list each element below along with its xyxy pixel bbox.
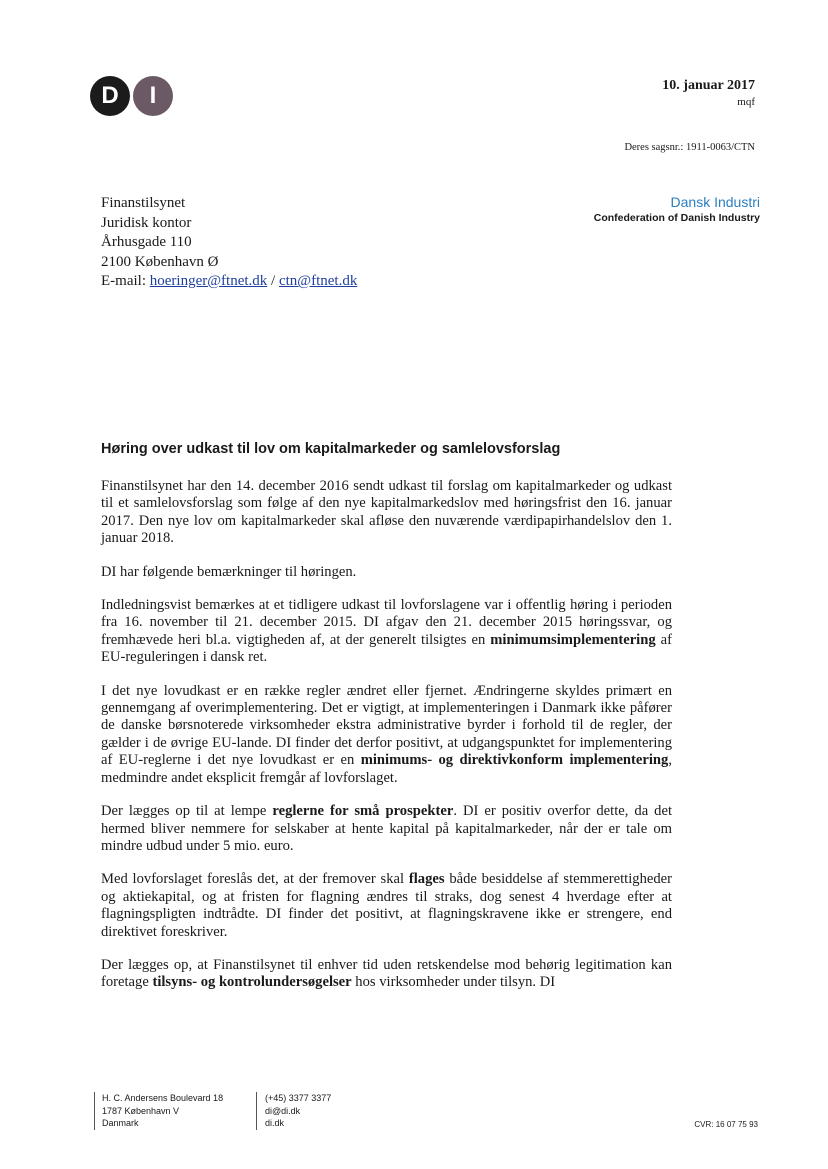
email-link-hoeringer[interactable]: hoeringer@ftnet.dk bbox=[149, 273, 268, 289]
paragraph-text: , medmindre andet eksplicit fremgår af lovforslaget. bbox=[101, 752, 672, 786]
organization-name: Dansk Industri bbox=[670, 194, 760, 210]
recipient-address bbox=[101, 194, 357, 292]
footer-website[interactable]: di.dk bbox=[265, 1118, 285, 1128]
emphasis-text: flages bbox=[408, 871, 445, 888]
paragraph-text: Der lægges op, at Finanstilsynet til enhver tid uden retskendelse mod behørig legitimation kan foretage bbox=[101, 956, 672, 991]
footer-email[interactable]: di@di.dk bbox=[265, 1105, 301, 1116]
recipient-line: Århusgade 110 bbox=[101, 234, 192, 250]
paragraph-1: Finanstilsynet har den 14. december 2016 sendt udkast til forslag om kapitalmarkeder og udkast til et samlelovsforslag som følge af den nye kapitalmarkedslov med høringsfrist den 16. januar 2017. Den nye lov om kapitalmarkeder skal afløse den nuværende værdipapirhandelslov den 1. januar 2018. bbox=[101, 478, 672, 547]
footer-address-line: 1787 København V bbox=[102, 1105, 180, 1116]
footer-phone: (+45) 3377 3377 bbox=[265, 1093, 332, 1103]
emphasis-text: minimumsimplementering bbox=[490, 631, 656, 648]
paragraph-text: Indledningsvist bemærkes at et tidligere udkast til lovforslagene var i offentlig høring i perioden fra 16. november til 21. december 2015. DI afgav den 21. december 2015 høringssvar, og fremhævede heri bl.a. vigtigheden af, at der generelt tilsigtes en bbox=[101, 597, 672, 648]
email-label: E-mail: bbox=[101, 273, 150, 289]
emphasis-text: tilsyns- og kontrolundersøgelser bbox=[152, 974, 352, 991]
recipient-email-line bbox=[101, 272, 357, 292]
di-logo bbox=[90, 76, 176, 116]
footer-cvr: CVR: 16 07 75 93 bbox=[694, 1120, 758, 1129]
author-initials: mqf bbox=[737, 96, 755, 108]
organization-subtitle: Confederation of Danish Industry bbox=[593, 212, 760, 224]
paragraph-5 bbox=[101, 803, 672, 855]
recipient-line: Finanstilsynet bbox=[101, 195, 186, 211]
email-link-ctn[interactable]: ctn@ftnet.dk bbox=[278, 273, 358, 289]
paragraph-text: hos virksomheder under tilsyn. DI bbox=[351, 974, 556, 991]
paragraph-2: DI har følgende bemærkninger til høringen. bbox=[101, 563, 357, 580]
paragraph-text: . DI er positiv overfor dette, da det hermed bliver nemmere for selskaber at hente kapital på kapitalmarkeder, når der er tale om mindre udbud under 5 mio. euro. bbox=[101, 803, 672, 854]
logo-letter-i: I bbox=[133, 76, 173, 116]
paragraph-text: både besiddelse af stemmerettigheder og aktiekapital, og at fristen for flagning ændres til straks, dog senest 4 hverdage efter at flagningspligten indtrådte. DI finder det positivt, at flagningskravene ikke er strengere, end direktivet foreskriver. bbox=[101, 871, 672, 940]
letter-heading: Høring over udkast til lov om kapitalmarkeder og samlelovsforslag bbox=[101, 441, 561, 457]
letter-body bbox=[101, 478, 672, 1008]
footer-address-line: H. C. Andersens Boulevard 18 bbox=[102, 1093, 224, 1103]
emphasis-text: minimums- og direktivkonform implementering bbox=[360, 752, 669, 769]
paragraph-6 bbox=[101, 871, 672, 941]
footer-address bbox=[94, 1092, 223, 1130]
case-number: Deres sagsnr.: 1911-0063/CTN bbox=[624, 142, 755, 153]
email-separator: / bbox=[267, 273, 279, 289]
letter-date: 10. januar 2017 bbox=[662, 78, 755, 93]
logo-letter-d: D bbox=[90, 76, 130, 116]
paragraph-text: Med lovforslaget foreslås det, at der fremover skal bbox=[101, 871, 409, 888]
recipient-line: 2100 København Ø bbox=[101, 253, 219, 270]
paragraph-7 bbox=[101, 957, 672, 992]
footer-address-line: Danmark bbox=[102, 1118, 139, 1128]
recipient-line: Juridisk kontor bbox=[101, 214, 192, 231]
paragraph-3 bbox=[101, 597, 672, 667]
emphasis-text: reglerne for små prospekter bbox=[272, 803, 454, 820]
paragraph-text: I det nye lovudkast er en række regler ændret eller fjernet. Ændringerne skyldes primært en gennemgang af overimplementering. Det er vigtigt, at implementeringen i Danmark ikke påfører de danske børsnoterede virksomheder ekstra administrative byrder i forhold til de regler, der gælder i de øvrige EU-lande. DI finder det derfor positivt, at udgangspunktet for implementering af EU-reglerne i det nye lovudkast er en bbox=[101, 682, 672, 769]
paragraph-4 bbox=[101, 683, 672, 787]
organization-block bbox=[594, 194, 760, 224]
paragraph-text: af EU-reguleringen i dansk ret. bbox=[101, 631, 672, 666]
footer-contact bbox=[256, 1092, 331, 1130]
paragraph-text: Der lægges op til at lempe bbox=[101, 803, 273, 820]
